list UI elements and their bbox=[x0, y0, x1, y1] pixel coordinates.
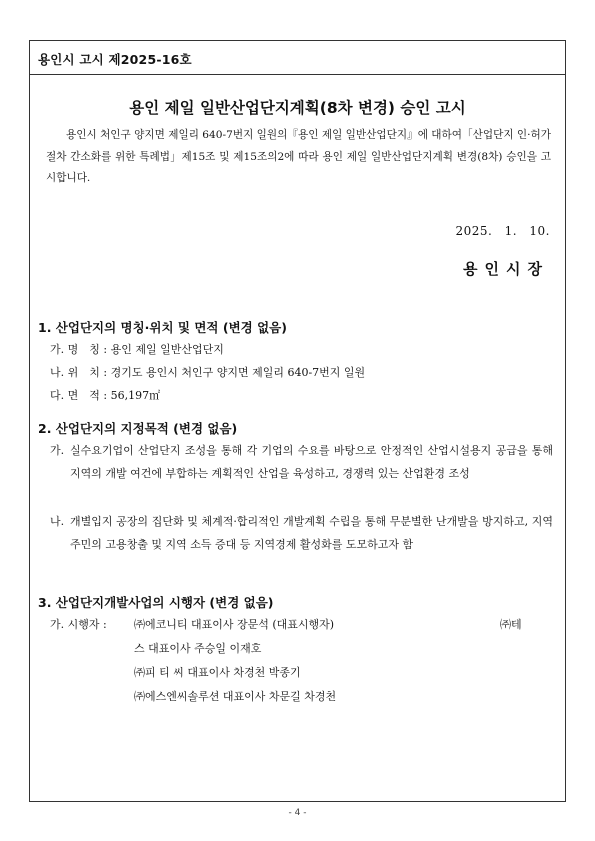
item-value: 실수요기업이 산업단지 조성을 통해 각 기업의 수요를 바탕으로 안정적인 산업시설용지 공급을 통해 지역의 개발 여건에 부합하는 계획적인 산업을 육성하고, 경쟁력 있는 산업환경 조성 bbox=[70, 444, 553, 480]
executor-label: 가. 시행자 : bbox=[50, 618, 107, 631]
section-1-item-location bbox=[50, 362, 365, 384]
body-text: 용인시 처인구 양지면 제일리 640-7번지 일원의『용인 제일 일반산업단지』에 대하여「산업단지 인·허가 절차 간소화를 위한 특례법」제15조 및 제15조의2에 따라 용인 제일 일반산업단지계획 변경(8차) 승인을 고시합니다. bbox=[46, 129, 551, 184]
item-label: 나. bbox=[50, 515, 65, 528]
section-1-item-name bbox=[50, 339, 224, 361]
notice-date: 2025. 1. 10. bbox=[455, 224, 550, 238]
notice-number: 용인시 고시 제2025-16호 bbox=[38, 52, 192, 67]
executor-1: ㈜에코니티 대표이사 장문석 (대표시행자) bbox=[134, 618, 335, 631]
section-2-title: 2. 산업단지의 지정목적 (변경 없음) bbox=[38, 421, 238, 436]
section-1-title: 1. 산업단지의 명칭·위치 및 면적 (변경 없음) bbox=[38, 320, 287, 335]
executor-2-end: 스 대표이사 주승일 이재호 bbox=[134, 642, 262, 655]
item-value: 용인 제일 일반산업단지 bbox=[110, 343, 224, 356]
section-3-title: 3. 산업단지개발사업의 시행자 (변경 없음) bbox=[38, 595, 274, 610]
executor-3: ㈜피 티 씨 대표이사 차경천 박종기 bbox=[134, 666, 301, 679]
section-2-item-b bbox=[50, 511, 553, 556]
section-2-item-a bbox=[50, 440, 553, 485]
executor-4: ㈜에스엔씨솔루션 대표이사 차문길 차경천 bbox=[134, 690, 337, 703]
document-title: 용인 제일 일반산업단지계획(8차 변경) 승인 고시 bbox=[129, 99, 466, 117]
page-number: - 4 - bbox=[288, 808, 307, 818]
executor-2-start: ㈜테 bbox=[500, 618, 522, 631]
item-value: 56,197㎡ bbox=[110, 389, 161, 402]
item-label: 나. 위 치 : bbox=[50, 366, 108, 379]
item-label: 가. 명 칭 : bbox=[50, 343, 108, 356]
signer-name: 용인시장 bbox=[463, 260, 549, 278]
notice-frame bbox=[29, 40, 566, 802]
item-value: 개별입지 공장의 집단화 및 체계적·합리적인 개발계획 수립을 통해 무분별한 난개발을 방지하고, 지역주민의 고용창출 및 지역 소득 증대 등 지역경제 활성화를 도모하고자 함 bbox=[70, 515, 553, 551]
body-paragraph bbox=[46, 125, 551, 190]
item-label: 가. bbox=[50, 444, 65, 457]
item-value: 경기도 용인시 처인구 양지면 제일리 640-7번지 일원 bbox=[110, 366, 366, 379]
notice-header bbox=[30, 41, 565, 75]
item-label: 다. 면 적 : bbox=[50, 389, 108, 402]
section-1-item-area bbox=[50, 385, 160, 407]
